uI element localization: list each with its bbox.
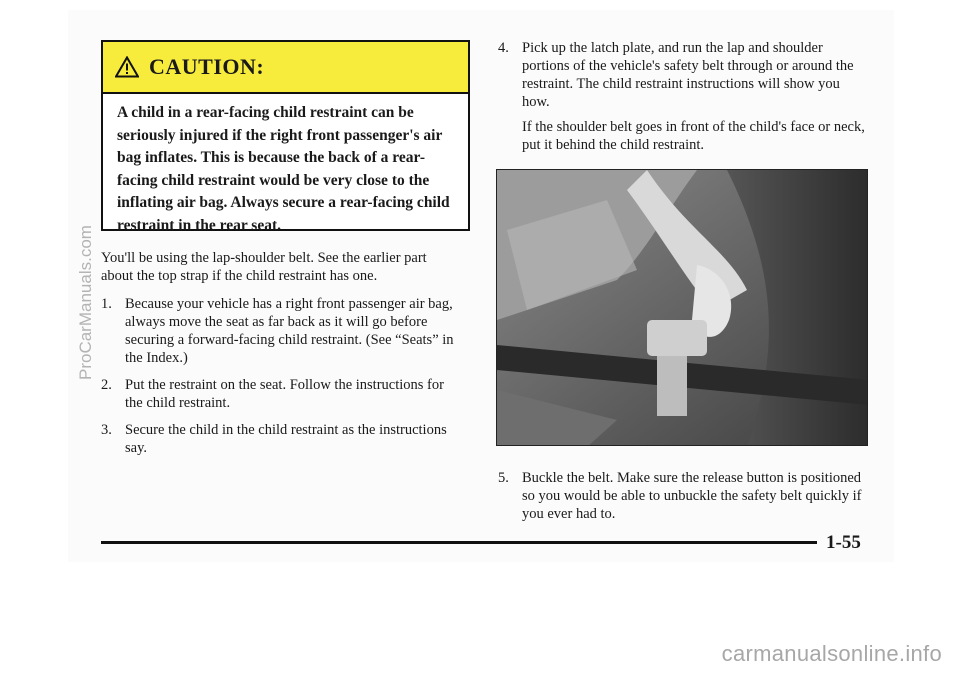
step-item [498,39,870,111]
step-text: Secure the child in the child restraint as the instructions say. [125,422,447,456]
caution-header [103,42,468,94]
caution-text: A child in a rear-facing child restraint can be seriously injured if the right front passenger's air bag inflates. This is because the back of a rear-facing child restraint would be very close to the inflating air bag. Always secure a rear-facing child restraint in the rear seat. [117,104,450,234]
step-number: 2. [101,377,112,393]
step-text: Pick up the latch plate, and run the lap and shoulder portions of the vehicle's safety belt through or around the restraint. The child restraint instructions will show you how. [522,40,854,110]
step-item [498,469,870,523]
step-text: Buckle the belt. Make sure the release button is positioned so you would be able to unbuckle the safety belt quickly if you ever had to. [522,470,862,522]
step-number: 3. [101,422,112,438]
step-number: 4. [498,40,509,56]
caution-box [101,40,470,234]
caution-title: CAUTION: [149,54,265,79]
step-number: 1. [101,296,112,312]
side-watermark-text: ProCarManuals.com [76,225,95,380]
step-item [101,295,461,367]
step-5 [498,469,870,523]
steps-list-left [101,295,461,457]
warning-triangle-icon [115,56,139,78]
step-4 [498,39,870,111]
step-item [101,421,461,457]
step-text: Put the restraint on the seat. Follow the instructions for the child restraint. [125,377,444,411]
step-number: 5. [498,470,509,486]
page-number: 1-55 [826,532,861,553]
step-text: Because your vehicle has a right front passenger air bag, always move the seat as far back as it will go before securing a forward-facing child restraint. (See “Seats” in the Index.) [125,296,454,366]
seat-belt-illustration [497,170,868,446]
step-item [101,376,461,412]
footer-rule [101,541,817,544]
child-restraint-photo [496,169,868,446]
intro-paragraph: You'll be using the lap-shoulder belt. See the earlier part about the top strap if the child restraint has one. [101,250,427,284]
bottom-watermark: carmanualsonline.info [721,641,942,666]
step-4-note: If the shoulder belt goes in front of the child's face or neck, put it behind the child restraint. [522,119,865,153]
